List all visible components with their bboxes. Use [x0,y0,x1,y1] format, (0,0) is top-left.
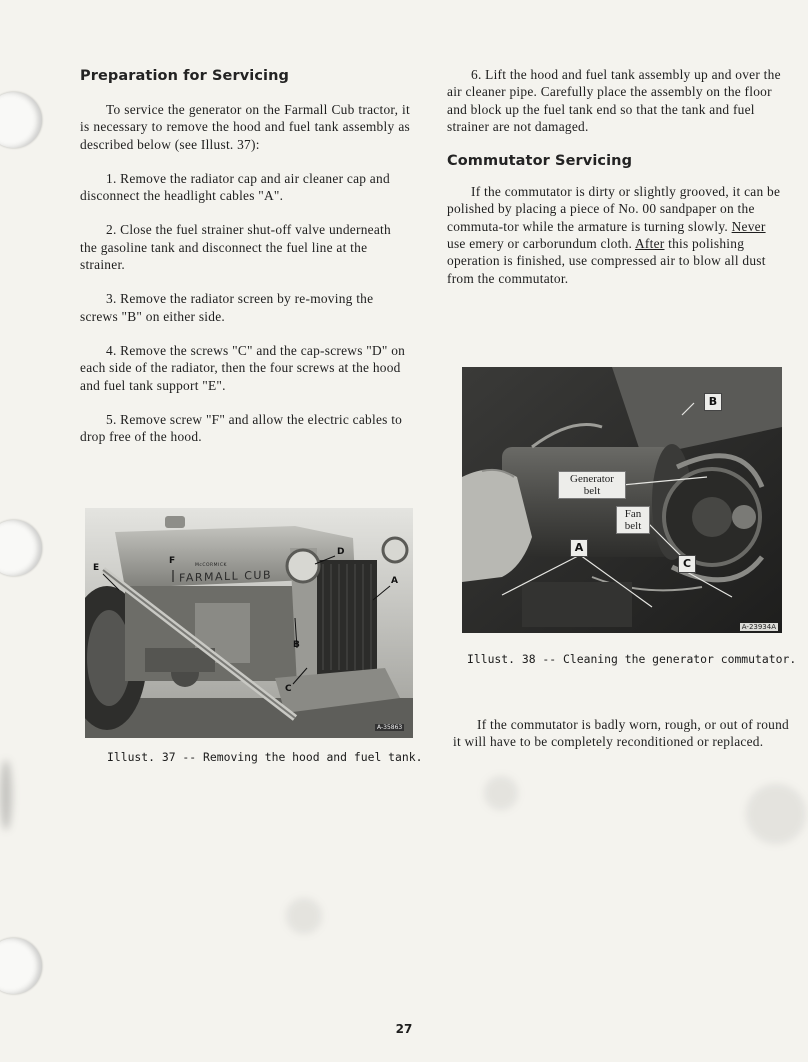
commutator-paragraph-1 [447,183,783,287]
step-3: 3. Remove the radiator screen by re-moving the screws "B" on either side. [80,291,374,324]
label-fan-belt [616,506,650,534]
callout-d: D [337,547,345,557]
label-generator-text: Generator [570,473,614,485]
label-generator-belt [558,471,626,499]
para1-part-c: this polishing operation is finished, use compressed air to blow all dust from the commutator. [447,236,766,286]
smudge [0,760,12,830]
step-5: 5. Remove screw "F" and allow the electric cables to drop free of the hood. [80,411,403,445]
emblem-farmall-cub: FARMALL CUB [179,568,273,585]
step-6: 6. Lift the hood and fuel tank assembly up and over the air cleaner pipe. Carefully place the assembly on the floor and block up the fuel tank end so that the tank and fuel strainer are not damaged. [447,67,781,134]
para1-part-a: If the commutator is dirty or slightly grooved, it can be polished by placing a piece of No. 00 sandpaper on the commuta-tor while the armature is turning slowly. [447,184,781,234]
never-emphasis: Never [731,218,766,234]
label-generator-belt-text: belt [583,485,601,497]
figure-number-38: A-23934A [741,623,776,631]
intro-paragraph: To service the generator on the Farmall Cub tractor, it is necessary to remove the hood and fuel tank assembly as described below (see Illust. 37): [80,102,410,152]
section-heading-preparation: Preparation for Servicing [80,68,290,84]
smudge [484,776,518,810]
smudge [746,784,806,844]
callout-f: F [169,556,176,566]
callout-c: C [285,684,292,694]
step-1: 1. Remove the radiator cap and air cleaner cap and disconnect the headlight cables "A". [80,170,390,204]
label-fan-text: Fan [624,508,642,520]
punch-hole-top [0,92,42,148]
commutator-paragraph-2: If the commutator is badly worn, rough, or out of round it will have to be completely reconditioned or replaced. [453,717,790,750]
illustration-37-photo [85,508,413,738]
smudge [286,898,322,934]
emblem-maker: McCORMICK [195,563,227,568]
page-number: 27 [395,1022,413,1036]
label-fan-belt-text: belt [624,520,642,532]
para1-part-b: use emery or carborundum cloth. [447,236,633,252]
after-emphasis: After [634,236,665,252]
section-heading-commutator: Commutator Servicing [447,153,633,170]
illustration-37-caption: Illust. 37 -- Removing the hood and fuel tank. [107,750,423,764]
illustration-38-caption: Illust. 38 -- Cleaning the generator commutator. [467,652,797,666]
right-column-lower [453,716,795,751]
callout-e: E [93,563,100,573]
callout-b: B [293,640,300,650]
left-column [80,68,410,445]
right-column [447,66,783,287]
step-4: 4. Remove the screws "C" and the cap-screws "D" on each side of the radiator, then the four screws at the hood and fuel tank support "E". [80,342,406,393]
callout-b-38: B [704,393,722,411]
figure-number: A-35863 [377,724,403,731]
step-2: 2. Close the fuel strainer shut-off valve underneath the gasoline tank and disconnect the fuel line at the strainer. [80,222,391,273]
callout-a-38: A [570,539,588,557]
punch-hole-bottom [0,938,42,994]
callout-c-38: C [678,555,696,573]
callout-a: A [391,576,398,586]
punch-hole-middle [0,520,42,576]
illustration-38-photo [462,367,782,633]
